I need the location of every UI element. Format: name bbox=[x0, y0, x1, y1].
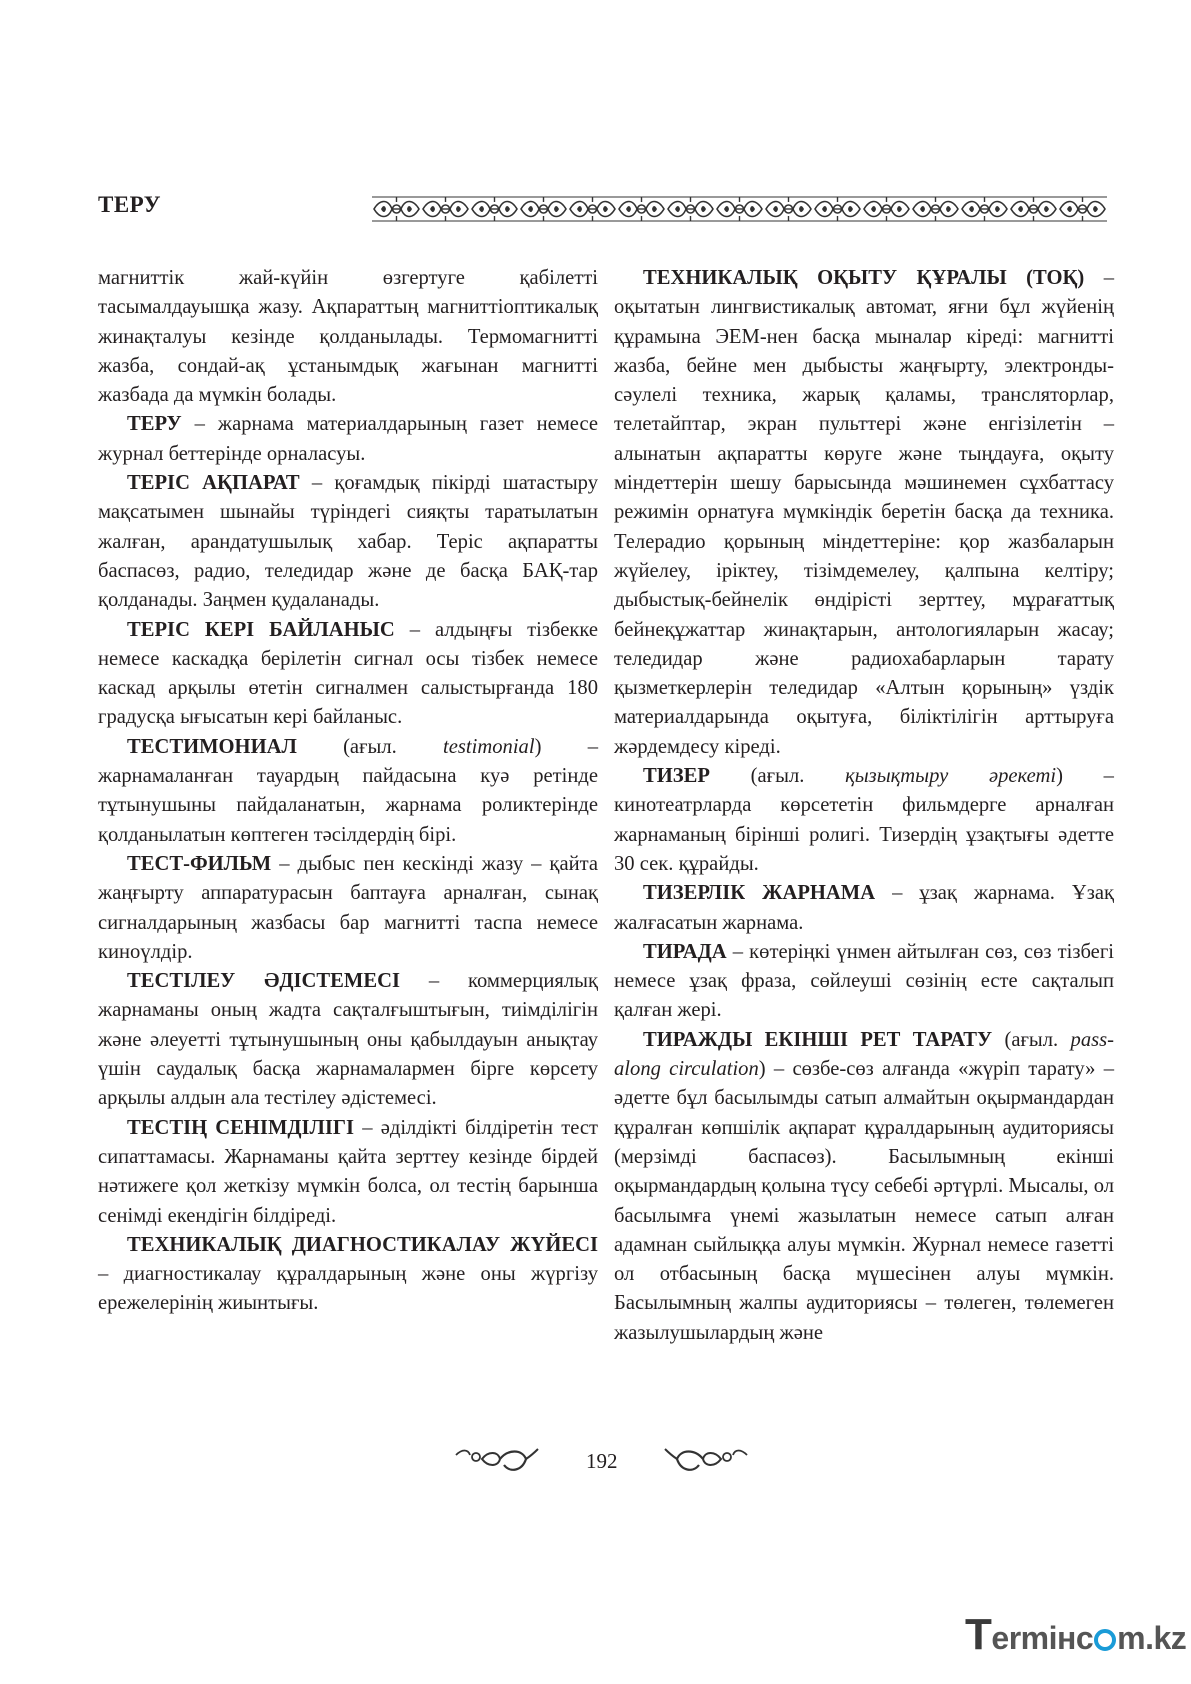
dictionary-entry: ТИРАЖДЫ ЕКІНШІ РЕТ ТАРАТУ (ағыл. pass-along circulation) – сөзбе-сөз алғанда «жүріп тарату» – әдетте бұл басылымды сатып алмайтын оқырмандардан құралған көпшілік ақпарат құралдарының аудиториясы (мерзімді баспасөз). Басылымның екінші оқырмандардың қолына түсу себебі әртүрлі. Мысалы, ол басылымға үнемі жазылатын немесе сатып алған адамнан сыйлыққа алуы мүмкін. Журнал немесе газетті ол отбасының басқа мүшесінен алуы мүмкін. Басылымның жалпы аудиториясы – төлеген, төлемеген жазылушылардың және bbox=[614, 1028, 1114, 1344]
dictionary-entry: ТЕРУ – жарнама материалдарының газет немесе журнал беттерінде орналасуы. bbox=[98, 413, 598, 465]
watermark-letter: T bbox=[965, 1610, 992, 1659]
site-watermark bbox=[965, 1610, 1186, 1660]
watermark-o-icon bbox=[1094, 1629, 1116, 1651]
left-column bbox=[98, 264, 598, 1319]
dictionary-entry: ТЕХНИКАЛЫҚ ОҚЫТУ ҚҰРАЛЫ (ТОҚ) – оқытатын лингвистикалық автомат, яғни бұл жүйенің құрамына ЭЕМ-нен басқа мыналар кіреді: магнитті жазба, бейне мен дыбысты жаңғырту, электронды-сәулелі техника, жарық қаламы, трансляторлар, телетайптар, экран пульттері және енгізілетін – алынатын ақпаратты көруге және тыңдауға, оқыту міндеттерін шешу барысында мәшинемен сұхбаттасу режимін орнатуға мүмкіндік беретін басқа да техника. Телерадио қорының міндеттеріне: қор жазбаларын жүйелеу, іріктеу, тізімдемелеу, қалпына келтіру; дыбыстық-бейнелік өндірісті зерттеу, мұрағаттық бейнеқұжаттар жинақтарын, антологияларын жасау; теледидар және радиохабарларын тарату қызметкерлерін теледидар «Алтын қорының» үздік материалдарында оқытуға, біліктілігін арттыруға жәрдемдесу кіреді. bbox=[614, 267, 1114, 758]
watermark-text-a: ermінc bbox=[991, 1620, 1094, 1656]
dictionary-entry: ТИЗЕР (ағыл. қызықтыру әрекеті) – кинотеатрларда көрсететін фильмдерге арналған жарнаманың бірінші ролигі. Тизердің ұзақтығы әдетте 30 сек. құрайды. bbox=[614, 765, 1114, 875]
dictionary-entry: ТЕСТІҢ СЕНІМДІЛІГІ – әділдікті білдіретін тест сипаттамасы. Жарнаманы қайта зерттеу кезінде бірдей нәтижеге қол жеткізу мүмкін болса, ол тестің барынша сенімді екендігін білдіреді. bbox=[98, 1116, 599, 1227]
dictionary-entry: ТЕРІС АҚПАРАТ – қоғамдық пікірді шатастыру мақсатымен шынайы түріндегі сияқты таратылатын жалған, арандатушылық хабар. Теріс ақпаратты баспасөз, радио, теледидар және де басқа БАҚ-тар қолданады. Заңмен қудаланады. bbox=[98, 472, 598, 612]
dictionary-entry: ТИЗЕРЛІК ЖАРНАМА – ұзақ жарнама. Ұзақ жалғасатын жарнама. bbox=[614, 882, 1114, 934]
dictionary-entry: ТЕСТ-ФИЛЬМ – дыбыс пен кескінді жазу – қайта жаңғырту аппаратурасын баптауға арналған, сынақ сигналдарының жазбасы бар магнитті таспа немесе киноүлдір. bbox=[98, 852, 598, 963]
watermark-text-b: m.kz bbox=[1117, 1620, 1187, 1656]
dictionary-entry: ТЕРІС КЕРІ БАЙЛАНЫС – алдыңғы тізбекке немесе каскадқа берілетін сигнал осы тізбек немесе каскад арқылы өтетін сигналмен салыстырғанда 180 градусқа ығысатын кері байланыс. bbox=[98, 618, 598, 729]
footer-ornament-left-icon bbox=[452, 1443, 542, 1477]
dictionary-entry: ТИРАДА – көтеріңкі үнмен айтылған сөз, сөз тізбегі немесе ұзақ фраза, сөйлеуші сөзінің есте сақталып қалған жері. bbox=[614, 940, 1114, 1022]
running-header-title: ТЕРУ bbox=[98, 192, 162, 217]
header-ornament-icon bbox=[372, 196, 1107, 222]
page-number: 192 bbox=[586, 1449, 618, 1473]
dictionary-entry: ТЕХНИКАЛЫҚ ДИАГНОСТИКАЛАУ ЖҮЙЕСІ – диагностикалау құралдарының және оны жүргізу ережелерінің жиынтығы. bbox=[98, 1233, 598, 1315]
dictionary-entry: ТЕСТИМОНИАЛ (ағыл. testimonial) – жарнамаланған тауардың пайдасына куә ретінде тұтынушыны пайдаланатын, жарнама роликтерінде қолданылатын көптеген тәсілдердің бірі. bbox=[98, 735, 598, 846]
footer-ornament-right-icon bbox=[661, 1443, 751, 1477]
dictionary-entry: ТЕСТІЛЕУ ӘДІСТЕМЕСІ – коммерциялық жарнаманы оның жадта сақталғыштығын, тиімділігін және әлеуетті тұтынушының оны қабылдауын анықтау үшін саудалық басқа жарнамалармен бірге көрсету арқылы алдын ала тестілеу әдістемесі. bbox=[98, 970, 598, 1110]
right-column bbox=[614, 264, 1114, 1348]
dictionary-entry: магниттік жай-күйін өзгертуге қабілетті тасымалдауышқа жазу. Ақпараттың магниттіоптикалық жинақталуы кезінде қолданылады. Термомагнитті жазба, сондай-ақ ұстанымдық жағынан магнитті жазбада да мүмкін болады. bbox=[98, 267, 598, 407]
